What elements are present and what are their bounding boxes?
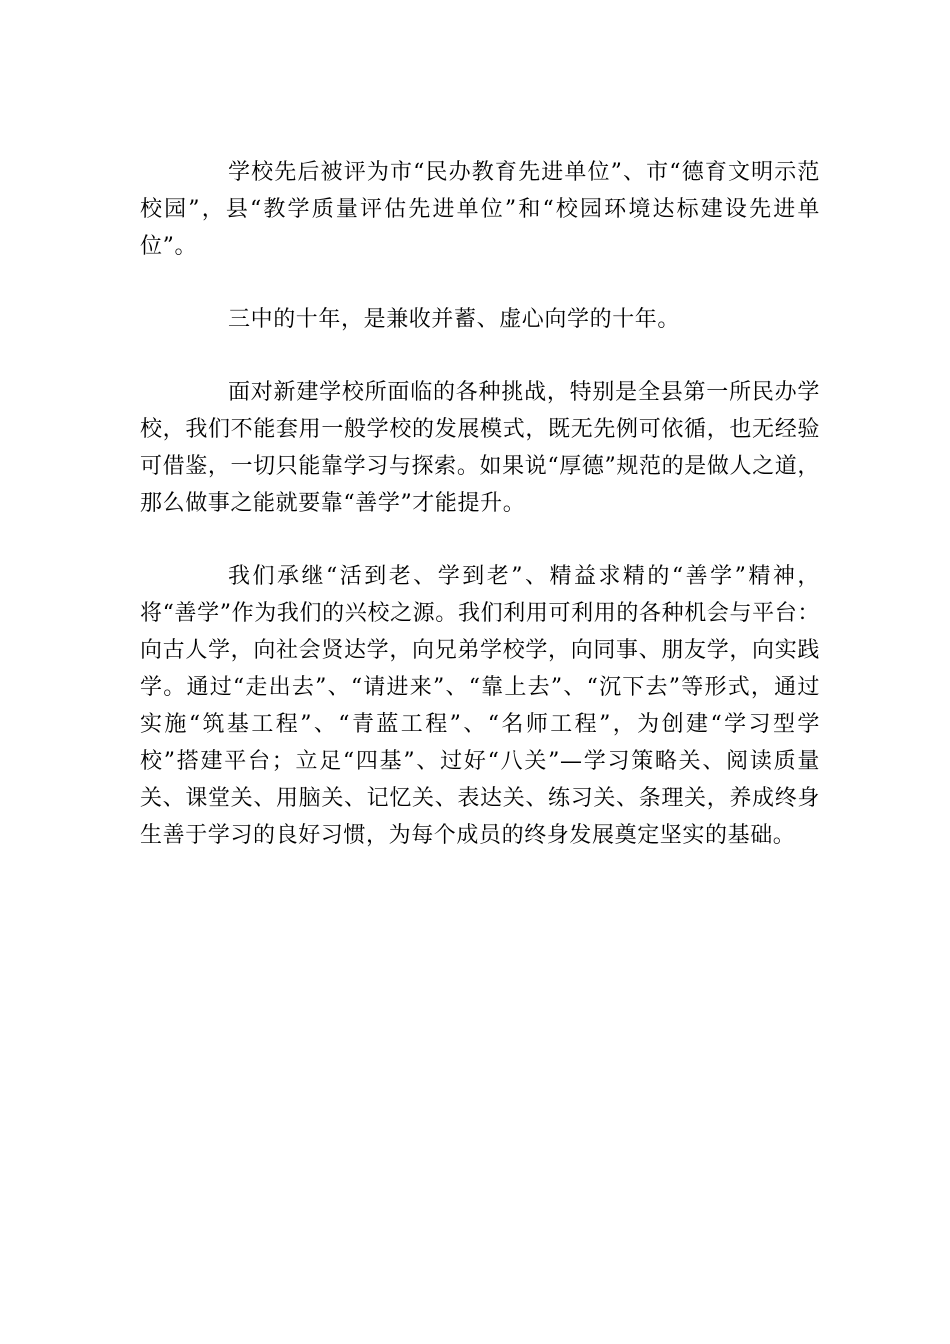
paragraph-learning: 我们承继“活到老、学到老”、精益求精的“善学”精神，将“善学”作为我们的兴校之源。我们利用可利用的各种机会与平台：向古人学，向社会贤达学，向兄弟学校学，向同事、朋友学，向实践学。通过“走出去”、“请进来”、“靠上去”、“沉下去”等形式，通过实施“筑基工程”、“青蓝工程”、“名师工程”，为创建“学习型学校”搭建平台；立足“四基”、过好“八关”—学习策略关、阅读质量关、课堂关、用脑关、记忆关、表达关、练习关、条理关，养成终身生善于学习的良好习惯，为每个成员的终身发展奠定坚实的基础。 bbox=[140, 564, 820, 848]
paragraph-ten-years: 三中的十年，是兼收并蓄、虚心向学的十年。 bbox=[228, 307, 681, 332]
document-body bbox=[140, 154, 820, 854]
paragraph-honors: 学校先后被评为市“民办教育先进单位”、市“德育文明示范校园”，县“教学质量评估先进单位”和“校园环境达标建设先进单位”。 bbox=[140, 160, 820, 259]
paragraph-challenges: 面对新建学校所面临的各种挑战，特别是全县第一所民办学校，我们不能套用一般学校的发展模式，既无先例可依循，也无经验可借鉴，一切只能靠学习与探索。如果说“厚德”规范的是做人之道，那么做事之能就要靠“善学”才能提升。 bbox=[140, 380, 820, 516]
